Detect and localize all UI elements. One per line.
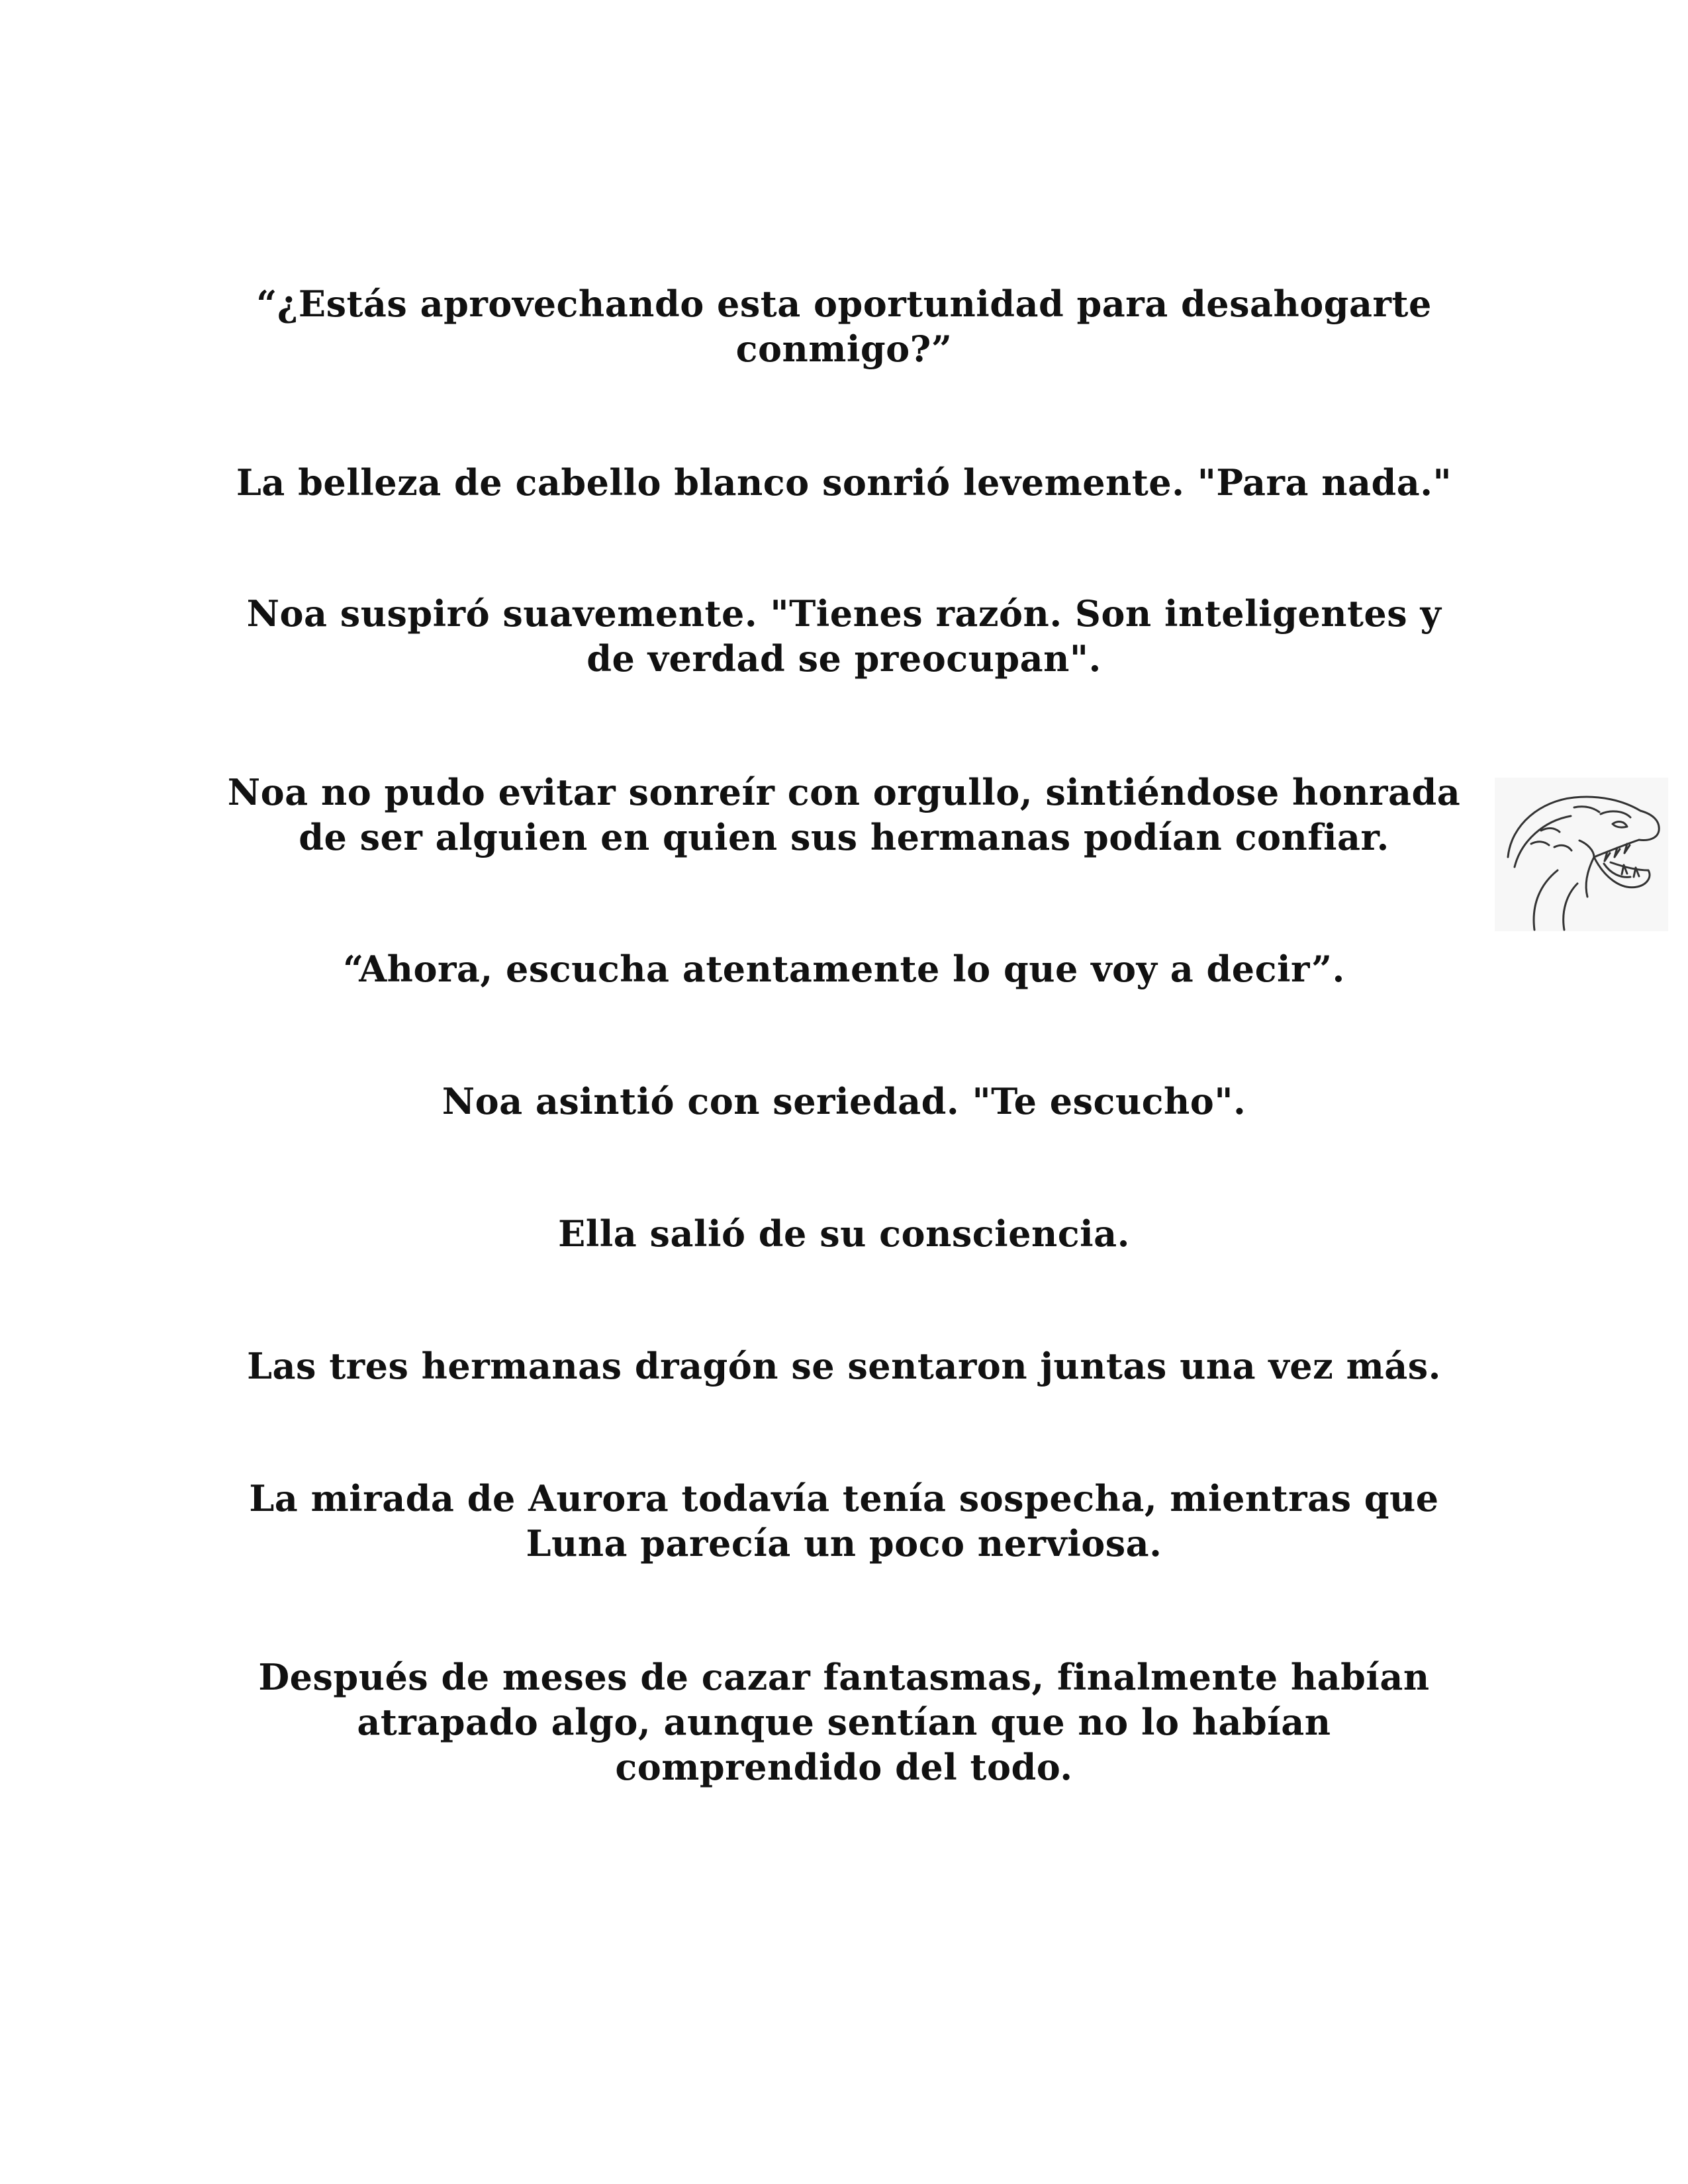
- paragraph-7: Ella salió de su consciencia.: [558, 1212, 1130, 1255]
- dragon-head-sketch-icon: [1495, 778, 1668, 931]
- paragraph-5: “Ahora, escucha atentamente lo que voy a decir”.: [343, 948, 1345, 990]
- paragraph-8: Las tres hermanas dragón se sentaron juntas una vez más.: [247, 1345, 1441, 1387]
- paragraph-9: La mirada de Aurora todavía tenía sospecha, mientras que Luna parecía un poco nerviosa.: [249, 1477, 1439, 1565]
- paragraph-6: Noa asintió con seriedad. "Te escucho".: [442, 1080, 1246, 1122]
- paragraph-3: Noa suspiró suavemente. "Tienes razón. Son inteligentes y de verdad se preocupan".: [246, 592, 1442, 680]
- paragraph-1: “¿Estás aprovechando esta oportunidad para desahogarte conmigo?”: [256, 283, 1432, 370]
- paragraph-10: Después de meses de cazar fantasmas, finalmente habían atrapado algo, aunque sentían que no lo habían comprendido del todo.: [258, 1656, 1430, 1788]
- paragraph-4: Noa no pudo evitar sonreír con orgullo, sintiéndose honrada de ser alguien en quien sus hermanas podían confiar.: [227, 771, 1461, 858]
- paragraph-2: La belleza de cabello blanco sonrió levemente. "Para nada.": [236, 461, 1452, 504]
